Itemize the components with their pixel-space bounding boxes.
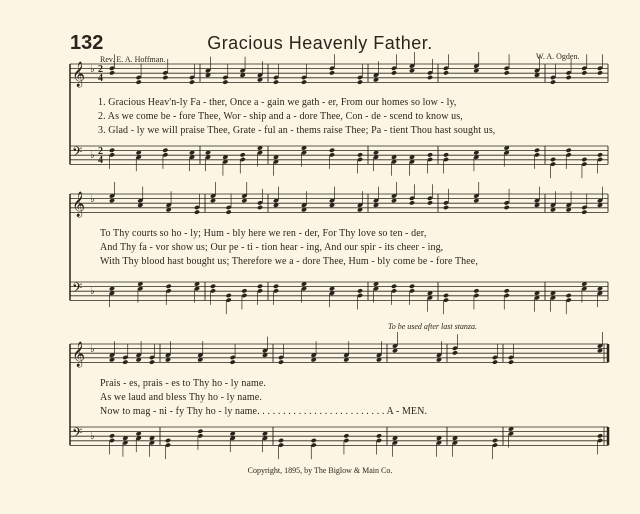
notehead <box>581 157 587 162</box>
notehead <box>240 152 246 157</box>
verse-2-line-1: 2. As we come be - fore Thee, Wor - ship and a - dore Thee, Con - de - scend to know us, <box>98 111 463 122</box>
notehead <box>376 433 382 438</box>
notehead <box>391 70 397 75</box>
flat-sign: ♭ <box>90 344 95 355</box>
notehead <box>581 70 587 75</box>
time-signature: 4 <box>98 155 103 166</box>
flat-sign: ♭ <box>90 286 95 297</box>
notehead <box>597 152 603 157</box>
notehead <box>230 359 236 364</box>
notehead <box>226 209 232 214</box>
notehead <box>122 359 128 364</box>
lyricist-credit: Rev. E. A. Hoffman. <box>100 55 166 64</box>
flat-sign: ♭ <box>90 431 95 442</box>
verse-3-line-2: With Thy blood hast bought us; Therefore we a - dore Thee, Hum - bly come be - fore Thee, <box>100 256 478 267</box>
notehead <box>273 79 279 84</box>
verse-1-line-2: To Thy courts so ho - ly; Hum - bly here we ren - der, For Thy love so ten - der, <box>100 228 427 239</box>
notehead <box>492 438 498 443</box>
notehead <box>278 438 284 443</box>
notehead <box>273 284 279 289</box>
notehead <box>504 288 510 293</box>
notehead <box>581 209 587 214</box>
notehead <box>166 284 172 289</box>
notehead <box>452 350 458 355</box>
verse-1-line-3: Prais - es, prais - es to Thy ho - ly name. <box>100 378 267 389</box>
notehead <box>443 152 449 157</box>
treble-clef: 𝄞 <box>72 62 86 87</box>
notehead <box>443 205 449 210</box>
notehead <box>357 152 363 157</box>
notehead <box>343 433 349 438</box>
notehead <box>391 284 397 289</box>
notehead <box>443 70 449 75</box>
performance-note: To be used after last stanza. <box>388 322 478 331</box>
notehead <box>357 288 363 293</box>
notehead <box>566 293 572 298</box>
composer-credit: W. A. Ogden. <box>536 52 580 61</box>
notehead <box>257 205 263 210</box>
notehead <box>136 79 142 84</box>
notehead <box>329 148 335 153</box>
notehead <box>492 359 498 364</box>
notehead <box>241 288 247 293</box>
notehead <box>550 79 556 84</box>
verse-2-line-3: As we laud and bless Thy ho - ly name. <box>100 392 262 403</box>
notehead <box>357 79 363 84</box>
notehead <box>597 433 603 438</box>
notehead <box>189 79 195 84</box>
notehead <box>257 284 263 289</box>
notehead <box>534 148 540 153</box>
notehead <box>427 152 433 157</box>
notehead <box>162 75 168 80</box>
verse-3-line-3: Now to mag - ni - fy Thy ho - ly name. . . . . . . . . . . . . . . . . . . . . . . . . A - MEN. <box>100 406 428 417</box>
notehead <box>162 148 168 153</box>
notehead <box>409 200 415 205</box>
copyright-notice: Copyright, 1895, by The Biglow & Main Co. <box>247 466 393 475</box>
notehead <box>109 70 115 75</box>
hymn-number: 132 <box>70 32 104 54</box>
hymn-title: Gracious Heavenly Father. <box>207 33 433 53</box>
notehead <box>226 293 232 298</box>
notehead <box>597 70 603 75</box>
notehead <box>109 433 115 438</box>
notehead <box>473 288 479 293</box>
bass-clef: 𝄢 <box>72 144 83 163</box>
notehead <box>222 79 228 84</box>
notehead <box>427 75 433 80</box>
notehead <box>278 359 284 364</box>
treble-clef: 𝄞 <box>72 342 86 367</box>
flat-sign: ♭ <box>90 64 95 75</box>
treble-clef: 𝄞 <box>72 192 86 217</box>
bass-clef: 𝄢 <box>72 280 83 299</box>
time-signature: 4 <box>98 73 103 84</box>
notehead <box>504 70 510 75</box>
notehead <box>550 157 556 162</box>
notehead <box>508 359 514 364</box>
verse-2-line-2: And Thy fa - vor show us; Our pe - ti - tion hear - ing, And our spir - its cheer - ing, <box>100 242 444 253</box>
verse-1-line-1: 1. Gracious Heav'n-ly Fa - ther, Once a - gain we gath - er, From our homes so low - ly, <box>98 97 457 108</box>
notehead <box>197 429 203 434</box>
notehead <box>329 70 335 75</box>
verse-3-line-1: 3. Glad - ly we will praise Thee, Grate - ful an - thems raise Thee; Pa - tient Thou hast sought us, <box>98 125 496 136</box>
time-signature: 2 <box>98 64 103 75</box>
flat-sign: ♭ <box>90 150 95 161</box>
notehead <box>566 75 572 80</box>
bass-clef: 𝄢 <box>72 425 83 444</box>
time-signature: 2 <box>98 146 103 157</box>
notehead <box>427 200 433 205</box>
notehead <box>409 284 415 289</box>
notehead <box>311 438 317 443</box>
notehead <box>504 205 510 210</box>
notehead <box>194 209 200 214</box>
notehead <box>210 284 216 289</box>
notehead <box>149 359 155 364</box>
notehead <box>109 148 115 153</box>
notehead <box>165 438 171 443</box>
flat-sign: ♭ <box>90 194 95 205</box>
notehead <box>566 148 572 153</box>
notehead <box>443 293 449 298</box>
notehead <box>301 79 307 84</box>
